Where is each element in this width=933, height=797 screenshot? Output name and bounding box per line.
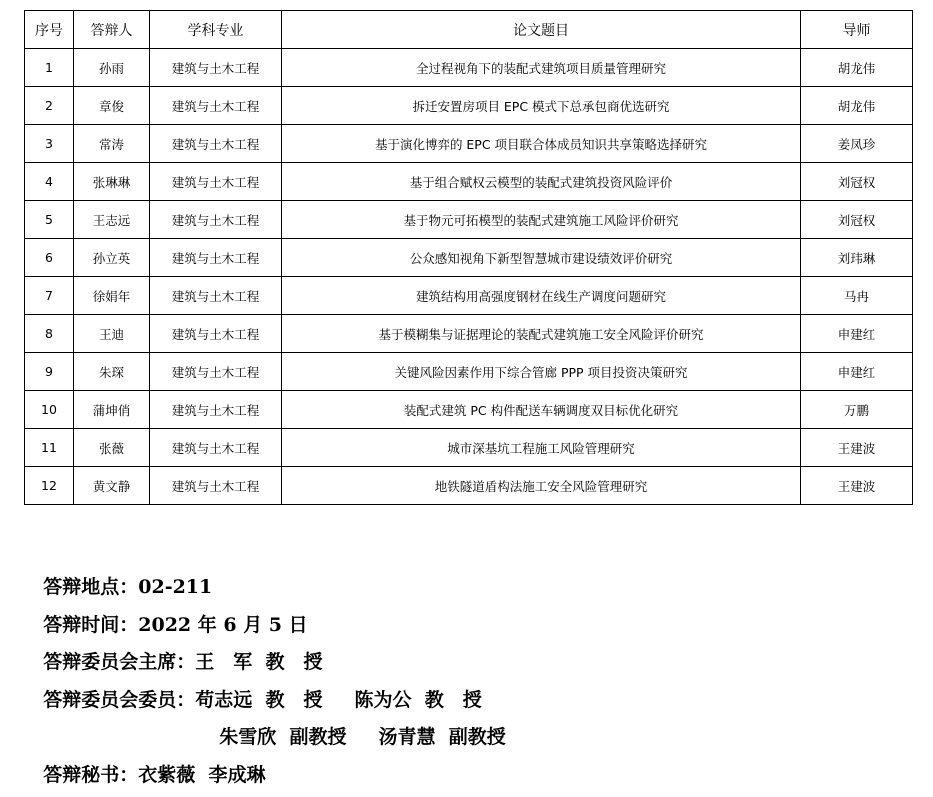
table-row [25,315,913,353]
header-major: 学科专业 [150,11,282,49]
cell-thesis-title: 城市深基坑工程施工风险管理研究 [282,429,801,467]
cell-row-number: 2 [25,87,74,125]
cell-advisor: 申建红 [801,315,913,353]
cell-student-name: 孙雨 [74,49,150,87]
chair-label: 答辩委员会主席： [43,651,196,673]
cell-major: 建筑与土木工程 [150,353,282,391]
cell-advisor: 胡龙伟 [801,87,913,125]
cell-advisor: 王建波 [801,429,913,467]
cell-student-name: 王迪 [74,315,150,353]
cell-row-number: 10 [25,391,74,429]
cell-thesis-title: 基于模糊集与证据理论的装配式建筑施工安全风险评价研究 [282,315,801,353]
header-advisor: 导师 [801,11,913,49]
cell-row-number: 4 [25,163,74,201]
cell-major: 建筑与土木工程 [150,49,282,87]
cell-row-number: 9 [25,353,74,391]
cell-row-number: 3 [25,125,74,163]
cell-row-number: 7 [25,277,74,315]
cell-advisor: 刘冠权 [801,163,913,201]
cell-advisor: 王建波 [801,467,913,505]
cell-thesis-title: 基于组合赋权云模型的装配式建筑投资风险评价 [282,163,801,201]
cell-student-name: 黄文静 [74,467,150,505]
cell-student-name: 张薇 [74,429,150,467]
chair-value: 王 军 教 授 [195,651,323,673]
secretary-line [30,739,265,787]
header-name: 答辩人 [74,11,150,49]
cell-student-name: 张琳琳 [74,163,150,201]
header-title: 论文题目 [282,11,801,49]
cell-student-name: 王志远 [74,201,150,239]
cell-row-number: 6 [25,239,74,277]
table-row [25,87,913,125]
defense-schedule-table [24,10,913,505]
secretary-label: 答辩秘书： [43,764,139,786]
table-body [25,49,913,505]
cell-row-number: 11 [25,429,74,467]
header-no: 序号 [25,11,74,49]
cell-row-number: 8 [25,315,74,353]
cell-student-name: 章俊 [74,87,150,125]
cell-student-name: 蒲坤俏 [74,391,150,429]
member-1: 苟志远 教 授 [195,689,323,711]
cell-thesis-title: 公众感知视角下新型智慧城市建设绩效评价研究 [282,239,801,277]
location-value: 02-211 [138,576,213,598]
table-row [25,429,913,467]
table-row [25,125,913,163]
table-row [25,353,913,391]
cell-major: 建筑与土木工程 [150,467,282,505]
cell-thesis-title: 拆迁安置房项目 EPC 模式下总承包商优选研究 [282,87,801,125]
table-row [25,391,913,429]
cell-advisor: 刘玮琳 [801,239,913,277]
cell-thesis-title: 装配式建筑 PC 构件配送车辆调度双目标优化研究 [282,391,801,429]
cell-thesis-title: 建筑结构用高强度钢材在线生产调度问题研究 [282,277,801,315]
table-row [25,163,913,201]
time-label: 答辩时间： [43,614,139,636]
time-value: 2022 年 6 月 5 日 [138,614,308,636]
secretary-value: 衣紫薇 李成琳 [138,764,266,786]
cell-thesis-title: 全过程视角下的装配式建筑项目质量管理研究 [282,49,801,87]
cell-major: 建筑与土木工程 [150,429,282,467]
cell-major: 建筑与土木工程 [150,163,282,201]
table-row [25,239,913,277]
cell-student-name: 孙立英 [74,239,150,277]
cell-major: 建筑与土木工程 [150,125,282,163]
table-row [25,49,913,87]
cell-student-name: 朱琛 [74,353,150,391]
cell-row-number: 12 [25,467,74,505]
table-header-row [25,11,913,49]
table-row [25,467,913,505]
member-3: 朱雪欣 副教授 [219,726,347,748]
cell-advisor: 姜凤珍 [801,125,913,163]
cell-advisor: 万鹏 [801,391,913,429]
cell-major: 建筑与土木工程 [150,87,282,125]
cell-major: 建筑与土木工程 [150,239,282,277]
cell-student-name: 常涛 [74,125,150,163]
cell-thesis-title: 基于物元可拓模型的装配式建筑施工风险评价研究 [282,201,801,239]
cell-row-number: 1 [25,49,74,87]
cell-major: 建筑与土木工程 [150,277,282,315]
cell-advisor: 申建红 [801,353,913,391]
cell-advisor: 胡龙伟 [801,49,913,87]
cell-thesis-title: 基于演化博弈的 EPC 项目联合体成员知识共享策略选择研究 [282,125,801,163]
cell-major: 建筑与土木工程 [150,201,282,239]
member-4: 汤青慧 副教授 [378,726,506,748]
cell-row-number: 5 [25,201,74,239]
member-2: 陈为公 教 授 [354,689,482,711]
location-label: 答辩地点： [43,576,139,598]
cell-student-name: 徐娟年 [74,277,150,315]
cell-thesis-title: 关键风险因素作用下综合管廊 PPP 项目投资决策研究 [282,353,801,391]
table-row [25,277,913,315]
cell-thesis-title: 地铁隧道盾构法施工安全风险管理研究 [282,467,801,505]
members-label: 答辩委员会委员： [43,689,196,711]
cell-major: 建筑与土木工程 [150,315,282,353]
cell-advisor: 马冉 [801,277,913,315]
table-row [25,201,913,239]
cell-advisor: 刘冠权 [801,201,913,239]
cell-major: 建筑与土木工程 [150,391,282,429]
